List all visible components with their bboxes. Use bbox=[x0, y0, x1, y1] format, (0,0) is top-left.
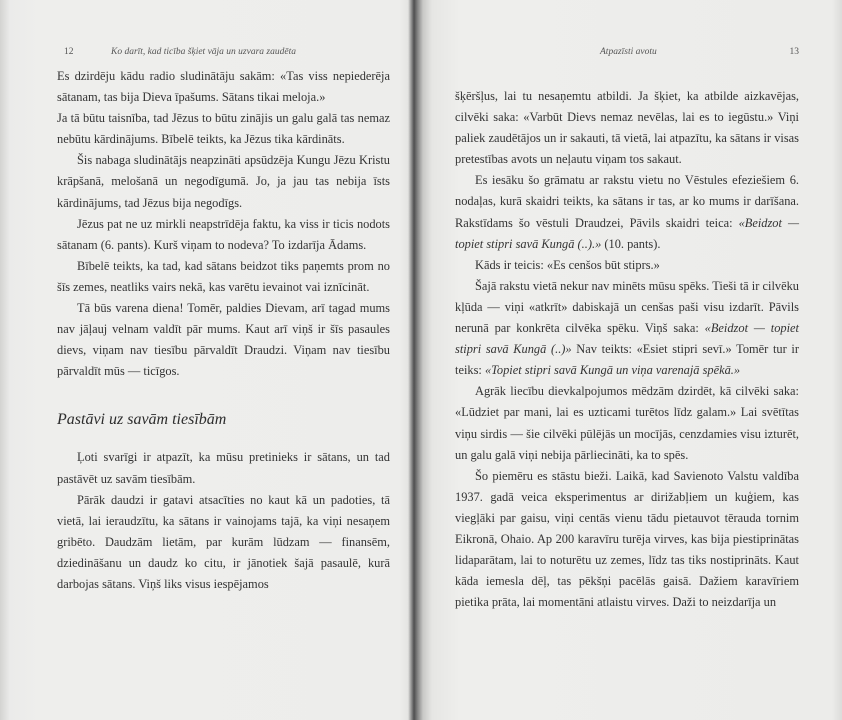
paragraph: Šis nabaga sludinātājs neapzināti apsūdzēja Kungu Jēzu Kristu krāpšanā, melošanā un negodīgumā. Jo, ja jau tas nebija īsts kārdinājums, tad Jēzus bija negodīgs. bbox=[57, 153, 390, 210]
right-page bbox=[455, 0, 799, 720]
paragraph: Ļoti svarīgi ir atpazīt, ka mūsu pretinieks ir sātans, un tad pastāvēt uz savām tiesībām. bbox=[57, 450, 390, 486]
left-running-head: Ko darīt, kad ticība šķiet vāja un uzvara zaudēta bbox=[111, 47, 296, 57]
verse-reference: (10. pants). bbox=[601, 236, 661, 251]
scripture-quote: «Topiet stipri savā Kungā un viņa varenajā spēkā.» bbox=[484, 363, 741, 378]
paragraph: Es dzirdēju kādu radio sludinātāju sakām: «Tas viss nepiederēja sātanam, tas bija Dieva īpašums. Sātans tikai meloja.» bbox=[57, 69, 390, 105]
paragraph: Tā būs varena diena! Tomēr, paldies Dievam, arī tagad mums nav jāļauj velnam valdīt pār mums. Kaut arī viņš ir šīs pasaules dievs, viņam nav tiesību pārvaldīt Draudzi. Viņam nav tiesību pārvaldīt mūs — ticīgos. bbox=[57, 301, 390, 379]
paragraph: Agrāk liecību dievkalpojumos mēdzām dzirdēt, kā cilvēki saka: «Lūdziet par mani, lai es uzticami turētos līdz galam.» Lai svētītas viņu sirdis — šie cilvēki pūlējās un mocījās, cenzdamies visu izturēt, un galu galā viņi nebija pārliecināti, ka to spēs. bbox=[455, 384, 799, 462]
right-running-head: Atpazīsti avotu bbox=[600, 47, 657, 57]
section-heading: Pastāvi uz savām tiesībām bbox=[57, 411, 227, 429]
left-page-body bbox=[57, 66, 390, 595]
paragraph: Jēzus pat ne uz mirkli neapstrīdēja faktu, ka viss ir ticis nodots sātanam (6. pants). Kurš viņam to nodeva? To izdarīja Ādams. bbox=[57, 216, 390, 252]
paragraph-text: Šajā rakstu vietā nekur nav minēts mūsu spēks. Tieši tā ir cilvēku kļūda — viņi «atkrīt» dabiskajā un cenšas paši visu izdarīt. Pāvils nerunā par konkrēta cilvēka spēku. Viņš saka: bbox=[455, 278, 799, 336]
scripture-quote: «Beidzot — topiet stipri savā Kungā (..).» bbox=[455, 215, 799, 251]
left-page-number: 12 bbox=[64, 47, 74, 57]
paragraph: Šo piemēru es stāstu bieži. Laikā, kad Savienoto Valstu valdība 1937. gadā veica eksperimentus ar dirižabļiem un kuģiem, kas viegļāki par gaisu, viņi centās vienu tādu pietauvot tērauda tornim Eikronā, Ohaio. Ap 200 karavīru turēja virves, kas bija piestiprinātas lidaparātam, lai to noturētu uz zemes, līdz tas tiks nostiprināts. Kaut kāda iemesla dēļ, tas pēkšņi pacēlās gaisā. Dažiem karavīriem pietika prāta, lai momentāni atlaistu virves. Daži to neizdarīja un bbox=[455, 468, 799, 610]
paragraph-text: Nav teikts: «Esiet stipri sevī.» Tomēr tur ir teiks: bbox=[455, 342, 799, 378]
right-page-number: 13 bbox=[789, 47, 799, 57]
paragraph bbox=[455, 170, 799, 254]
paragraph: Kāds ir teicis: «Es cenšos būt stiprs.» bbox=[475, 257, 660, 272]
paragraph: šķēršļus, lai tu nesaņemtu atbildi. Ja šķiet, ka atbilde aizkavējas, cilvēki saka: «Varbūt Dievs nemaz nevēlas, lai es to iegūstu.» Viņi paliek zaudētājos un ir sakauti, tā vietā, lai atpazītu, ka sātans ir visas pretestības avots un neļautu viņam tos sakaut. bbox=[455, 89, 799, 167]
paragraph: Ja tā būtu taisnība, tad Jēzus to būtu zinājis un galu galā tas nemaz nebūtu kārdinājums. Bībelē teikts, ka Jēzus tika kārdināts. bbox=[57, 111, 390, 147]
scripture-quote: «Beidzot — topiet stipri savā Kungā (..)» bbox=[455, 321, 799, 357]
paragraph: Bībelē teikts, ka tad, kad sātans beidzot tiks paņemts prom no šīs zemes, neatliks vairs nekā, kas varētu ievainot vai iznīcināt. bbox=[57, 258, 390, 294]
paragraph: Pārāk daudzi ir gatavi atsacīties no kaut kā un padoties, tā vietā, lai ieraudzītu, ka sātans ir vainojams tajā, ka viņi nesaņem gribēto. Daudzām lietām, par kurām lūdzam — finansēm, dziedināšanu un daudz ko citu, ir jānotiek šajā pasaulē, kurā darbojas sātans. Viņš liks visus iespējamos bbox=[57, 492, 390, 591]
left-page bbox=[57, 0, 390, 720]
paragraph bbox=[455, 276, 799, 381]
right-page-body bbox=[455, 86, 799, 613]
paragraph-text: Es iesāku šo grāmatu ar rakstu vietu no Vēstules efeziešiem 6. nodaļas, kurā skaidri teikts, ka sātans ir tas, ar ko mums ir darīšana. Rakstīdams šo vēstuli Draudzei, Pāvils skaidri teica: bbox=[455, 173, 799, 230]
